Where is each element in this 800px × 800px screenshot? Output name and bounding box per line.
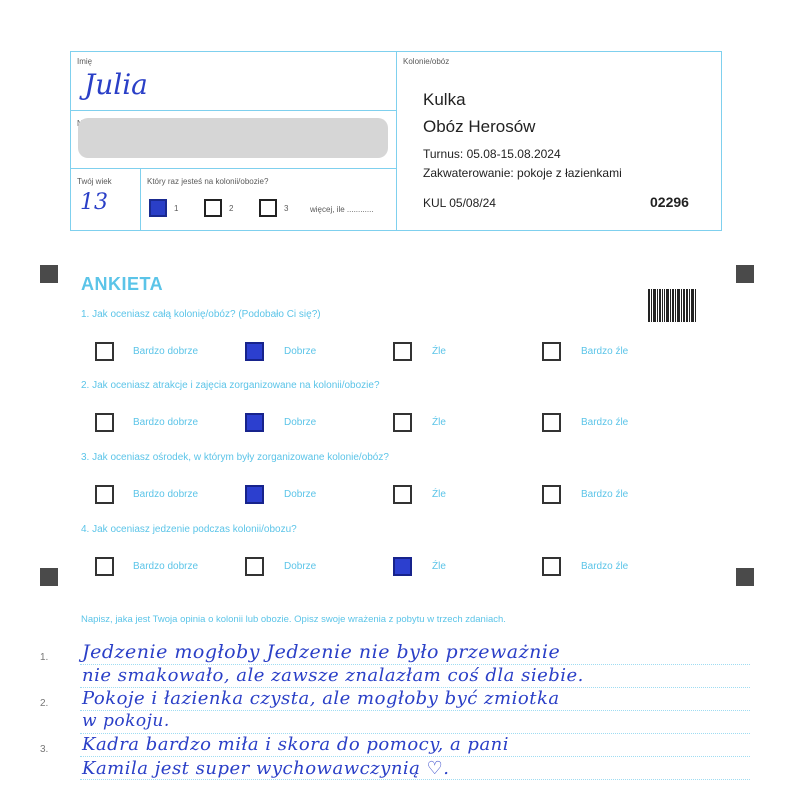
q1-option-bardzo-zle: Bardzo źle — [581, 346, 629, 357]
survey-title: ANKIETA — [81, 274, 164, 294]
times-attended-checkbox-3[interactable] — [259, 199, 277, 217]
header-divider-age-col — [140, 168, 141, 231]
q4-option-zle: Źle — [432, 561, 446, 572]
q3-option-zle: Źle — [432, 489, 446, 500]
q4-option-bardzo-dobrze: Bardzo dobrze — [133, 561, 199, 572]
age-value: 13 — [80, 190, 108, 215]
q3-option-bardzo-zle: Bardzo źle — [581, 489, 629, 500]
q1-option-dobrze: Dobrze — [284, 346, 317, 357]
opinion-line-number-1: 1. — [40, 652, 49, 663]
camp-name-line2: Obóz Herosów — [423, 117, 536, 136]
q2-option-dobrze: Dobrze — [284, 417, 317, 428]
handwritten-line-2: nie smakowało, ale zawsze znalazłam coś dla siebie. — [82, 665, 584, 686]
question-3: 3. Jak oceniasz ośrodek, w którym były zorganizowane kolonie/obóz? — [81, 452, 389, 463]
question-4: 4. Jak oceniasz jedzenie podczas kolonii/obozu? — [81, 524, 297, 535]
q1-checkbox-bardzo-zle[interactable] — [542, 342, 561, 361]
camp-code: KUL 05/08/24 — [423, 196, 496, 210]
times-attended-option-3: 3 — [284, 204, 289, 213]
handwritten-line-1: Jedzenie mogłoby Jedzenie nie było przeważnie — [82, 641, 561, 663]
registration-mark-bottom-left — [40, 568, 58, 586]
q2-option-bardzo-zle: Bardzo źle — [581, 417, 629, 428]
q1-checkbox-zle[interactable] — [393, 342, 412, 361]
q1-option-bardzo-dobrze: Bardzo dobrze — [133, 346, 199, 357]
opinion-line-number-3: 3. — [40, 744, 49, 755]
opinion-instruction: Napisz, jaka jest Twoja opinia o kolonii lub obozie. Opisz swoje wrażenia z pobytu w trzech zdaniach. — [81, 614, 506, 625]
q4-option-bardzo-zle: Bardzo źle — [581, 561, 629, 572]
times-attended-more: więcej, ile ............ — [310, 205, 374, 214]
times-attended-option-1: 1 — [174, 204, 179, 213]
q4-checkbox-dobrze[interactable] — [245, 557, 264, 576]
q4-checkbox-zle[interactable] — [393, 557, 412, 576]
camp-name-line1: Kulka — [423, 90, 466, 109]
writing-line — [80, 710, 750, 711]
q3-checkbox-bardzo-dobrze[interactable] — [95, 485, 114, 504]
header-divider-name — [70, 110, 397, 111]
handwritten-line-3: Pokoje i łazienka czysta, ale mogłoby być zmiotka — [82, 688, 560, 709]
q2-checkbox-zle[interactable] — [393, 413, 412, 432]
q2-option-zle: Źle — [432, 417, 446, 428]
q4-checkbox-bardzo-zle[interactable] — [542, 557, 561, 576]
writing-line — [80, 756, 750, 757]
camp-turnus: Turnus: 05.08-15.08.2024 — [423, 147, 561, 161]
barcode — [648, 289, 702, 322]
question-2: 2. Jak oceniasz atrakcje i zajęcia zorganizowane na kolonii/obozie? — [81, 380, 380, 391]
times-attended-checkbox-1[interactable] — [149, 199, 167, 217]
q2-checkbox-bardzo-zle[interactable] — [542, 413, 561, 432]
registration-mark-bottom-right — [736, 568, 754, 586]
camp-accommodation: Zakwaterowanie: pokoje z łazienkami — [423, 166, 622, 180]
q2-checkbox-bardzo-dobrze[interactable] — [95, 413, 114, 432]
opinion-line-number-2: 2. — [40, 698, 49, 709]
header-divider-vertical — [396, 51, 397, 231]
q1-checkbox-dobrze[interactable] — [245, 342, 264, 361]
camp-label: Kolonie/obóz — [403, 57, 450, 66]
times-attended-checkbox-2[interactable] — [204, 199, 222, 217]
form-number: 02296 — [650, 194, 689, 210]
q4-checkbox-bardzo-dobrze[interactable] — [95, 557, 114, 576]
q1-option-zle: Źle — [432, 346, 446, 357]
first-name-value: Julia — [84, 68, 148, 101]
question-1: 1. Jak oceniasz całą kolonię/obóz? (Podobało Ci się?) — [81, 309, 321, 320]
registration-mark-top-left — [40, 265, 58, 283]
age-label: Twój wiek — [77, 177, 112, 186]
writing-line — [80, 779, 750, 780]
times-attended-label: Który raz jesteś na kolonii/obozie? — [147, 177, 269, 186]
q3-option-dobrze: Dobrze — [284, 489, 317, 500]
header-divider-age — [70, 168, 397, 169]
q4-option-dobrze: Dobrze — [284, 561, 317, 572]
registration-mark-top-right — [736, 265, 754, 283]
handwritten-line-5: Kadra bardzo miła i skora do pomocy, a pani — [82, 734, 510, 755]
q2-checkbox-dobrze[interactable] — [245, 413, 264, 432]
q2-option-bardzo-dobrze: Bardzo dobrze — [133, 417, 199, 428]
q3-option-bardzo-dobrze: Bardzo dobrze — [133, 489, 199, 500]
last-name-redaction — [78, 118, 388, 158]
q3-checkbox-zle[interactable] — [393, 485, 412, 504]
first-name-label: Imię — [77, 57, 93, 66]
q3-checkbox-bardzo-zle[interactable] — [542, 485, 561, 504]
q3-checkbox-dobrze[interactable] — [245, 485, 264, 504]
handwritten-line-6: Kamila jest super wychowawczynią ♡. — [82, 758, 450, 779]
handwritten-line-4: w pokoju. — [82, 711, 170, 731]
times-attended-option-2: 2 — [229, 204, 234, 213]
q1-checkbox-bardzo-dobrze[interactable] — [95, 342, 114, 361]
